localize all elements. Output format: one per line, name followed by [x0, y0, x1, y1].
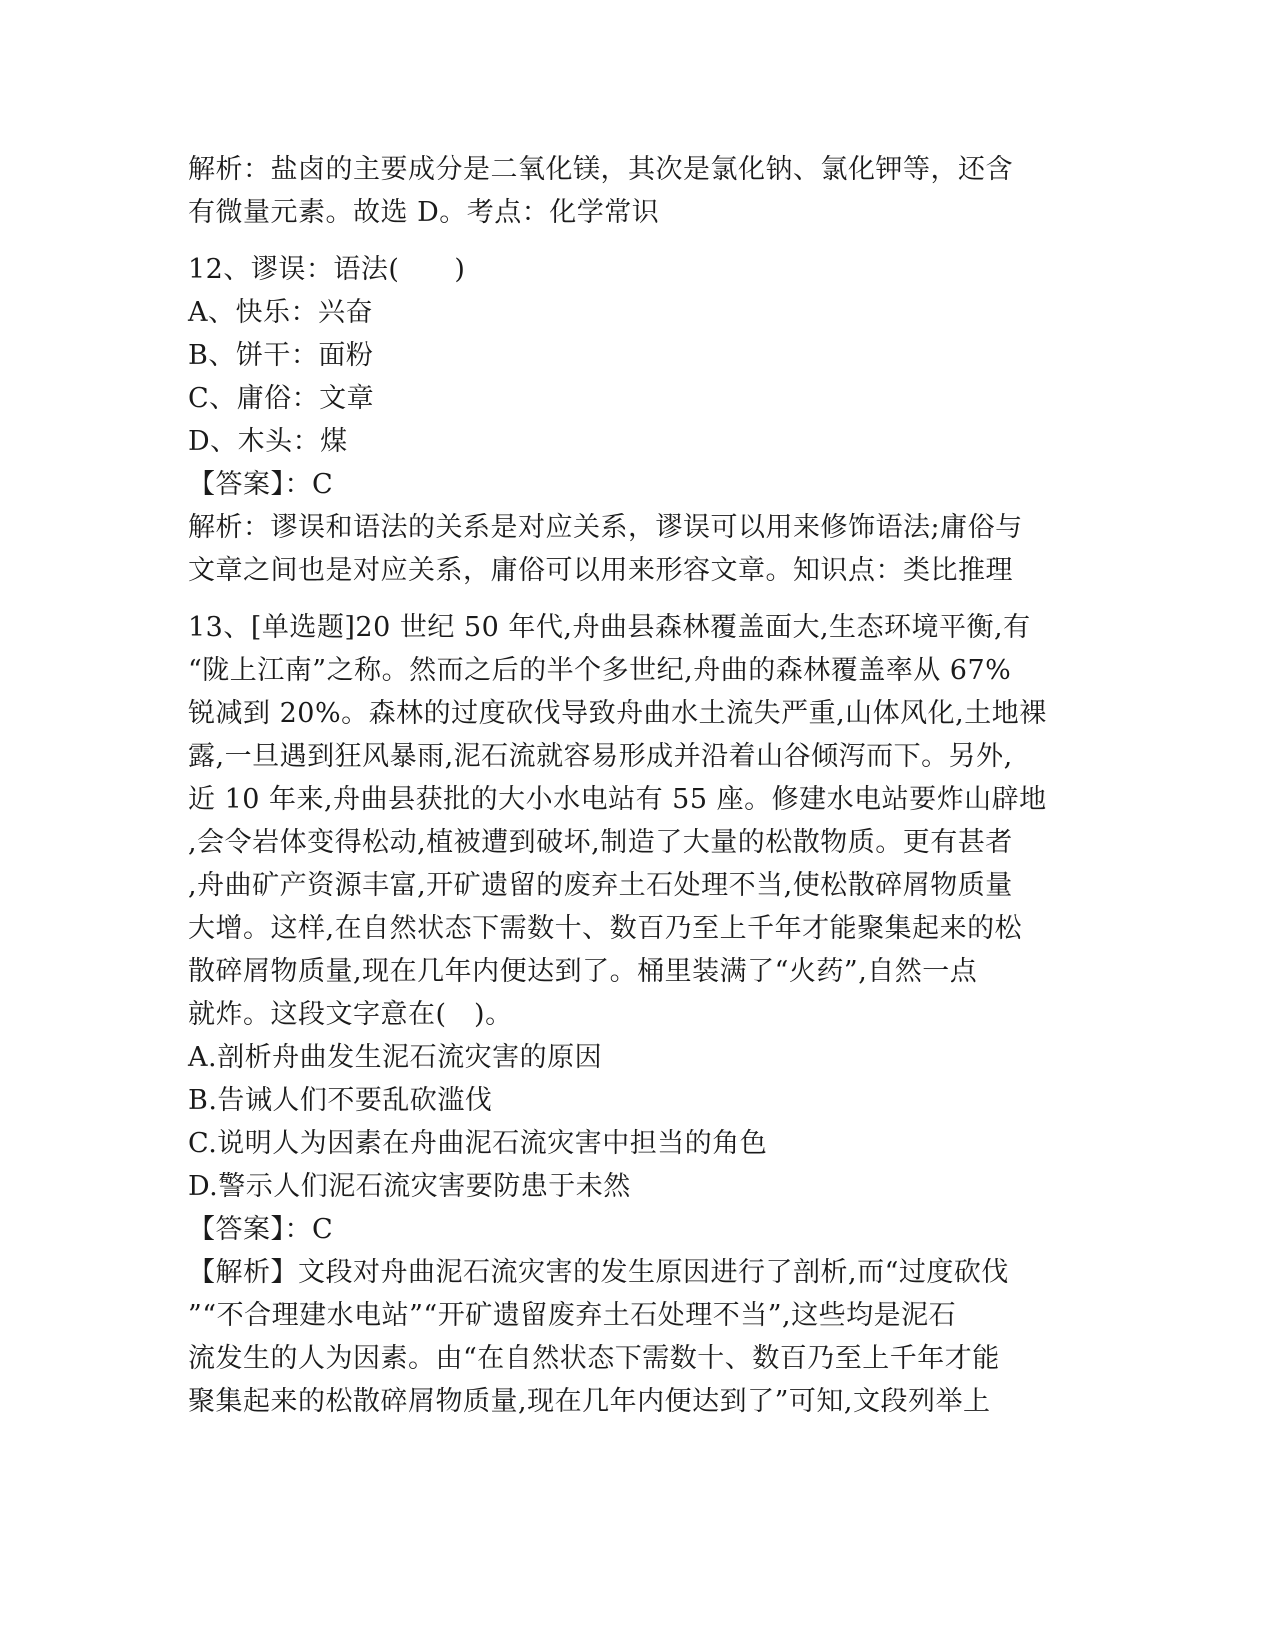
question-stem-line: 大增。这样,在自然状态下需数十、数百乃至上千年才能聚集起来的松: [188, 913, 1023, 944]
analysis-line: 解析：谬误和语法的关系是对应关系，谬误可以用来修饰语法;庸俗与: [188, 512, 1023, 543]
analysis-block-q11: [188, 148, 1088, 234]
analysis-line: ”“不合理建水电站”“开矿遗留废弃土石处理不当”,这些均是泥石: [188, 1300, 957, 1331]
option-b: B、饼干：面粉: [188, 340, 374, 371]
question-13: [188, 606, 1088, 1423]
question-stem-line: “陇上江南”之称。然而之后的半个多世纪,舟曲的森林覆盖率从 67%: [188, 655, 1012, 686]
analysis-line: 【解析】文段对舟曲泥石流灾害的发生原因进行了剖析,而“过度砍伐: [188, 1257, 1009, 1288]
answer-line: 【答案】：C: [188, 469, 334, 500]
question-stem-line: ,舟曲矿产资源丰富,开矿遗留的废弃土石处理不当,使松散碎屑物质量: [188, 870, 1013, 901]
option-c: C.说明人为因素在舟曲泥石流灾害中担当的角色: [188, 1128, 768, 1159]
option-c: C、庸俗：文章: [188, 383, 375, 414]
option-d: D.警示人们泥石流灾害要防患于未然: [188, 1171, 631, 1202]
question-stem-line: 13、[单选题]20 世纪 50 年代,舟曲县森林覆盖面大,生态环境平衡,有: [188, 612, 1031, 643]
question-stem-line: 散碎屑物质量,现在几年内便达到了。桶里装满了“火药”,自然一点: [188, 956, 978, 987]
question-stem-line: 锐减到 20%。森林的过度砍伐导致舟曲水土流失严重,山体风化,土地裸: [188, 698, 1047, 729]
question-stem-line: 露,一旦遇到狂风暴雨,泥石流就容易形成并沿着山谷倾泻而下。另外,: [188, 741, 1013, 772]
option-b: B.告诫人们不要乱砍滥伐: [188, 1085, 493, 1116]
analysis-line: 有微量元素。故选 D。考点：化学常识: [188, 197, 660, 228]
question-stem-line: 就炸。这段文字意在( )。: [188, 999, 513, 1030]
option-a: A、快乐：兴奋: [188, 297, 373, 328]
analysis-line: 文章之间也是对应关系，庸俗可以用来形容文章。知识点：类比推理: [188, 555, 1013, 586]
question-stem-line: 近 10 年来,舟曲县获批的大小水电站有 55 座。修建水电站要炸山辟地: [188, 784, 1047, 815]
paragraph-gap: [188, 592, 1088, 606]
document-page: [188, 148, 1088, 1423]
option-a: A.剖析舟曲发生泥石流灾害的原因: [188, 1042, 603, 1073]
option-d: D、木头：煤: [188, 426, 348, 457]
analysis-line: 聚集起来的松散碎屑物质量,现在几年内便达到了”可知,文段列举上: [188, 1386, 991, 1417]
question-stem: 12、谬误：语法( ): [188, 254, 466, 285]
question-stem-line: ,会令岩体变得松动,植被遭到破坏,制造了大量的松散物质。更有甚者: [188, 827, 1013, 858]
question-12: [188, 248, 1088, 592]
analysis-line: 流发生的人为因素。由“在自然状态下需数十、数百乃至上千年才能: [188, 1343, 1000, 1374]
paragraph-gap: [188, 234, 1088, 248]
analysis-line: 解析：盐卤的主要成分是二氧化镁，其次是氯化钠、氯化钾等，还含: [188, 154, 1013, 185]
answer-line: 【答案】：C: [188, 1214, 334, 1245]
